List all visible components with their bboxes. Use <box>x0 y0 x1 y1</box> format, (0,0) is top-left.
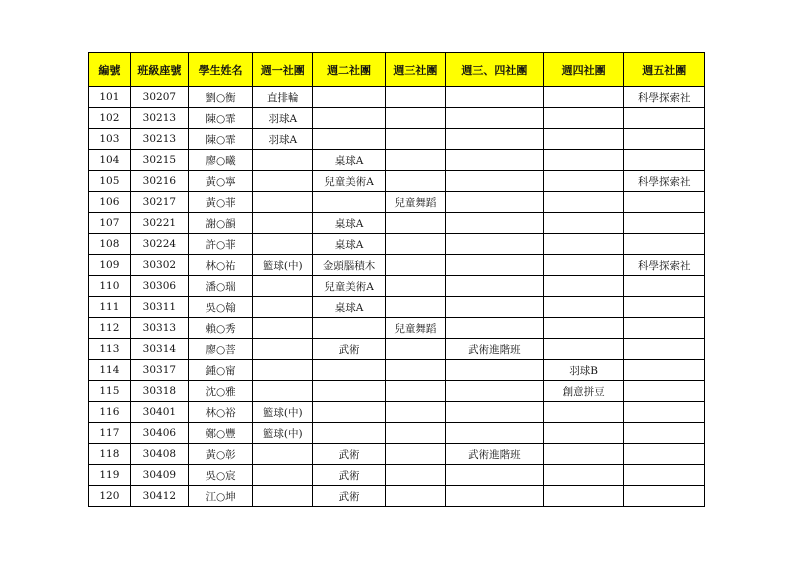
cell-tuesday-club <box>313 192 385 213</box>
cell-class-seat: 30408 <box>130 444 188 465</box>
header-cell-wed-thu-club: 週三、四社團 <box>445 53 543 87</box>
cell-thursday-club <box>543 297 624 318</box>
cell-wed-thu-club <box>445 255 543 276</box>
cell-student-name: 賴○秀 <box>188 318 252 339</box>
cell-thursday-club <box>543 444 624 465</box>
cell-thursday-club <box>543 234 624 255</box>
cell-friday-club <box>624 108 705 129</box>
cell-class-seat: 30317 <box>130 360 188 381</box>
cell-student-name: 黃○彰 <box>188 444 252 465</box>
cell-number: 110 <box>89 276 131 297</box>
cell-wednesday-club <box>385 339 445 360</box>
cell-wed-thu-club <box>445 108 543 129</box>
cell-friday-club <box>624 360 705 381</box>
cell-student-name: 鍾○甯 <box>188 360 252 381</box>
header-cell-wednesday-club: 週三社團 <box>385 53 445 87</box>
cell-number: 103 <box>89 129 131 150</box>
cell-student-name: 江○坤 <box>188 486 252 507</box>
cell-class-seat: 30401 <box>130 402 188 423</box>
cell-tuesday-club: 武術 <box>313 465 385 486</box>
cell-class-seat: 30216 <box>130 171 188 192</box>
cell-wed-thu-club <box>445 360 543 381</box>
cell-wednesday-club <box>385 255 445 276</box>
cell-wednesday-club <box>385 465 445 486</box>
header-row <box>89 53 705 87</box>
cell-class-seat: 30213 <box>130 108 188 129</box>
cell-wed-thu-club <box>445 486 543 507</box>
cell-wednesday-club <box>385 486 445 507</box>
table-row <box>89 87 705 108</box>
cell-friday-club <box>624 129 705 150</box>
cell-monday-club <box>253 150 313 171</box>
cell-friday-club <box>624 444 705 465</box>
cell-tuesday-club: 桌球A <box>313 297 385 318</box>
cell-tuesday-club: 桌球A <box>313 234 385 255</box>
cell-thursday-club: 創意拼豆 <box>543 381 624 402</box>
cell-friday-club: 科學探索社 <box>624 87 705 108</box>
cell-friday-club <box>624 423 705 444</box>
cell-wednesday-club <box>385 171 445 192</box>
cell-tuesday-club: 兒童美術A <box>313 276 385 297</box>
cell-number: 101 <box>89 87 131 108</box>
cell-student-name: 黃○菲 <box>188 192 252 213</box>
cell-monday-club <box>253 213 313 234</box>
cell-number: 112 <box>89 318 131 339</box>
cell-wednesday-club <box>385 87 445 108</box>
cell-friday-club <box>624 402 705 423</box>
table-row <box>89 234 705 255</box>
cell-wednesday-club: 兒童舞蹈 <box>385 192 445 213</box>
header-cell-tuesday-club: 週二社團 <box>313 53 385 87</box>
cell-monday-club <box>253 360 313 381</box>
cell-tuesday-club: 武術 <box>313 444 385 465</box>
table-row <box>89 171 705 192</box>
cell-tuesday-club: 桌球A <box>313 213 385 234</box>
cell-thursday-club <box>543 402 624 423</box>
cell-thursday-club <box>543 339 624 360</box>
club-roster-table <box>88 52 705 507</box>
cell-number: 118 <box>89 444 131 465</box>
cell-number: 115 <box>89 381 131 402</box>
cell-wed-thu-club <box>445 192 543 213</box>
cell-thursday-club: 羽球B <box>543 360 624 381</box>
table-row <box>89 318 705 339</box>
cell-number: 108 <box>89 234 131 255</box>
cell-tuesday-club: 金頭腦積木 <box>313 255 385 276</box>
table-row <box>89 255 705 276</box>
cell-wed-thu-club <box>445 318 543 339</box>
table-row <box>89 108 705 129</box>
table-row <box>89 339 705 360</box>
table-row <box>89 192 705 213</box>
cell-wed-thu-club <box>445 213 543 234</box>
cell-number: 102 <box>89 108 131 129</box>
cell-student-name: 劉○衡 <box>188 87 252 108</box>
cell-wednesday-club <box>385 213 445 234</box>
table-row <box>89 276 705 297</box>
cell-monday-club <box>253 297 313 318</box>
cell-tuesday-club <box>313 423 385 444</box>
cell-thursday-club <box>543 87 624 108</box>
cell-student-name: 沈○雅 <box>188 381 252 402</box>
cell-tuesday-club: 兒童美術A <box>313 171 385 192</box>
cell-tuesday-club: 武術 <box>313 339 385 360</box>
cell-number: 105 <box>89 171 131 192</box>
cell-wed-thu-club <box>445 171 543 192</box>
cell-monday-club: 籃球(中) <box>253 402 313 423</box>
table-row <box>89 486 705 507</box>
cell-class-seat: 30302 <box>130 255 188 276</box>
cell-monday-club <box>253 318 313 339</box>
cell-number: 119 <box>89 465 131 486</box>
cell-monday-club <box>253 381 313 402</box>
cell-class-seat: 30224 <box>130 234 188 255</box>
cell-class-seat: 30217 <box>130 192 188 213</box>
table-row <box>89 402 705 423</box>
cell-wednesday-club: 兒童舞蹈 <box>385 318 445 339</box>
cell-friday-club <box>624 192 705 213</box>
cell-wednesday-club <box>385 444 445 465</box>
cell-friday-club <box>624 486 705 507</box>
cell-number: 109 <box>89 255 131 276</box>
cell-wed-thu-club <box>445 297 543 318</box>
cell-number: 116 <box>89 402 131 423</box>
cell-class-seat: 30314 <box>130 339 188 360</box>
table-row <box>89 150 705 171</box>
cell-thursday-club <box>543 423 624 444</box>
header-cell-student-name: 學生姓名 <box>188 53 252 87</box>
cell-number: 120 <box>89 486 131 507</box>
roster-body <box>89 87 705 507</box>
cell-student-name: 許○菲 <box>188 234 252 255</box>
cell-tuesday-club: 桌球A <box>313 150 385 171</box>
cell-wed-thu-club <box>445 402 543 423</box>
table-row <box>89 360 705 381</box>
cell-wednesday-club <box>385 234 445 255</box>
cell-class-seat: 30306 <box>130 276 188 297</box>
cell-wed-thu-club <box>445 129 543 150</box>
cell-wednesday-club <box>385 108 445 129</box>
cell-wed-thu-club <box>445 234 543 255</box>
cell-student-name: 鄭○豐 <box>188 423 252 444</box>
cell-wed-thu-club <box>445 381 543 402</box>
cell-wednesday-club <box>385 150 445 171</box>
cell-monday-club <box>253 192 313 213</box>
table-row <box>89 129 705 150</box>
header-cell-number: 編號 <box>89 53 131 87</box>
cell-student-name: 廖○菩 <box>188 339 252 360</box>
header-cell-class-seat: 班級座號 <box>130 53 188 87</box>
cell-monday-club: 籃球(中) <box>253 255 313 276</box>
cell-wednesday-club <box>385 276 445 297</box>
cell-student-name: 吳○翰 <box>188 297 252 318</box>
cell-student-name: 林○裕 <box>188 402 252 423</box>
cell-tuesday-club <box>313 360 385 381</box>
cell-monday-club: 籃球(中) <box>253 423 313 444</box>
cell-wed-thu-club <box>445 423 543 444</box>
table-row <box>89 444 705 465</box>
cell-friday-club <box>624 234 705 255</box>
cell-wed-thu-club <box>445 150 543 171</box>
cell-student-name: 潘○瑞 <box>188 276 252 297</box>
cell-thursday-club <box>543 486 624 507</box>
cell-monday-club <box>253 234 313 255</box>
cell-monday-club <box>253 339 313 360</box>
cell-wed-thu-club: 武術進階班 <box>445 339 543 360</box>
cell-tuesday-club <box>313 402 385 423</box>
cell-thursday-club <box>543 213 624 234</box>
cell-tuesday-club <box>313 108 385 129</box>
cell-class-seat: 30221 <box>130 213 188 234</box>
header-cell-friday-club: 週五社團 <box>624 53 705 87</box>
cell-friday-club <box>624 318 705 339</box>
cell-friday-club <box>624 381 705 402</box>
cell-monday-club: 羽球A <box>253 129 313 150</box>
header-cell-monday-club: 週一社團 <box>253 53 313 87</box>
cell-class-seat: 30409 <box>130 465 188 486</box>
cell-tuesday-club: 武術 <box>313 486 385 507</box>
cell-friday-club <box>624 465 705 486</box>
table-row <box>89 423 705 444</box>
cell-monday-club <box>253 276 313 297</box>
cell-wed-thu-club <box>445 87 543 108</box>
cell-monday-club <box>253 465 313 486</box>
table-row <box>89 297 705 318</box>
cell-thursday-club <box>543 108 624 129</box>
cell-monday-club: 直排輪 <box>253 87 313 108</box>
cell-thursday-club <box>543 150 624 171</box>
cell-monday-club <box>253 171 313 192</box>
cell-student-name: 林○祐 <box>188 255 252 276</box>
cell-class-seat: 30207 <box>130 87 188 108</box>
table-row <box>89 213 705 234</box>
cell-tuesday-club <box>313 381 385 402</box>
cell-wed-thu-club <box>445 276 543 297</box>
cell-class-seat: 30313 <box>130 318 188 339</box>
cell-wednesday-club <box>385 402 445 423</box>
cell-wednesday-club <box>385 381 445 402</box>
cell-class-seat: 30318 <box>130 381 188 402</box>
cell-class-seat: 30215 <box>130 150 188 171</box>
cell-number: 111 <box>89 297 131 318</box>
cell-student-name: 黃○寧 <box>188 171 252 192</box>
cell-thursday-club <box>543 276 624 297</box>
cell-friday-club: 科學探索社 <box>624 255 705 276</box>
cell-class-seat: 30311 <box>130 297 188 318</box>
cell-number: 117 <box>89 423 131 444</box>
cell-friday-club <box>624 339 705 360</box>
cell-number: 104 <box>89 150 131 171</box>
cell-class-seat: 30406 <box>130 423 188 444</box>
cell-wednesday-club <box>385 360 445 381</box>
cell-student-name: 陳○霏 <box>188 129 252 150</box>
cell-number: 106 <box>89 192 131 213</box>
cell-number: 113 <box>89 339 131 360</box>
cell-tuesday-club <box>313 87 385 108</box>
cell-friday-club <box>624 213 705 234</box>
cell-thursday-club <box>543 171 624 192</box>
header-cell-thursday-club: 週四社團 <box>543 53 624 87</box>
cell-thursday-club <box>543 465 624 486</box>
cell-friday-club <box>624 297 705 318</box>
cell-number: 114 <box>89 360 131 381</box>
cell-friday-club: 科學探索社 <box>624 171 705 192</box>
cell-student-name: 陳○霏 <box>188 108 252 129</box>
cell-friday-club <box>624 150 705 171</box>
cell-monday-club <box>253 486 313 507</box>
cell-monday-club <box>253 444 313 465</box>
cell-student-name: 謝○韻 <box>188 213 252 234</box>
table-row <box>89 465 705 486</box>
cell-thursday-club <box>543 129 624 150</box>
cell-wednesday-club <box>385 423 445 444</box>
cell-thursday-club <box>543 255 624 276</box>
cell-class-seat: 30213 <box>130 129 188 150</box>
cell-number: 107 <box>89 213 131 234</box>
cell-wed-thu-club: 武術進階班 <box>445 444 543 465</box>
cell-class-seat: 30412 <box>130 486 188 507</box>
cell-tuesday-club <box>313 129 385 150</box>
table-row <box>89 381 705 402</box>
cell-wednesday-club <box>385 129 445 150</box>
cell-tuesday-club <box>313 318 385 339</box>
cell-friday-club <box>624 276 705 297</box>
cell-thursday-club <box>543 192 624 213</box>
cell-thursday-club <box>543 318 624 339</box>
cell-wed-thu-club <box>445 465 543 486</box>
cell-student-name: 吳○宸 <box>188 465 252 486</box>
cell-wednesday-club <box>385 297 445 318</box>
cell-student-name: 廖○曦 <box>188 150 252 171</box>
cell-monday-club: 羽球A <box>253 108 313 129</box>
